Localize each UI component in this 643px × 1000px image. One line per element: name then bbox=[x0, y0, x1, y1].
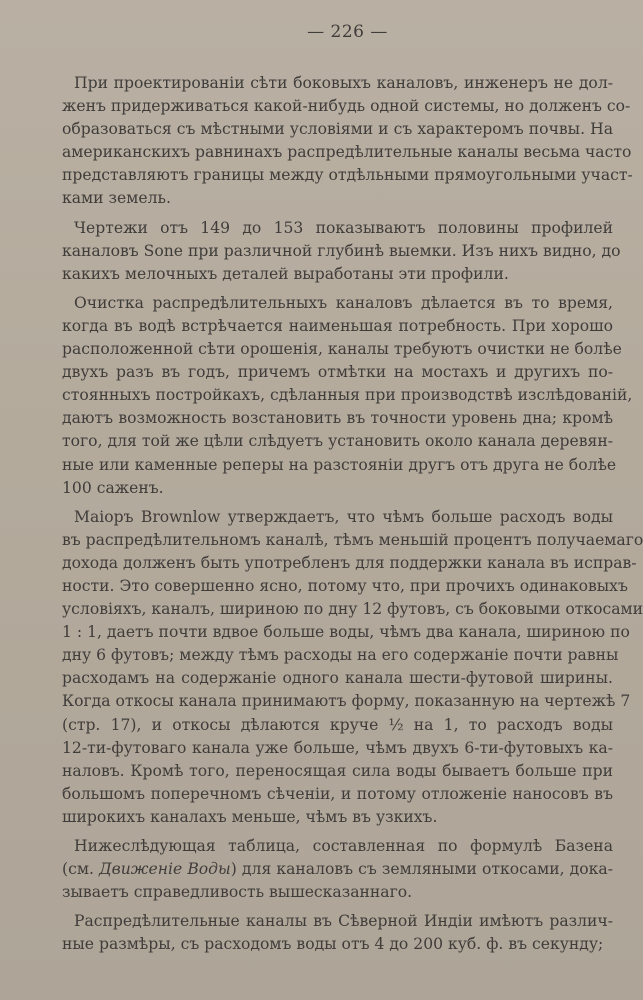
text-line: Очистка распредѣлительныхъ каналовъ дѣлается въ то время, bbox=[74, 293, 613, 312]
text-line: ные или каменные реперы на разстояніи другъ отъ друга не болѣе bbox=[62, 455, 617, 474]
text-line: дну 6 футовъ; между тѣмъ расходы на его содержаніе почти равны bbox=[62, 646, 619, 665]
text-line: ности. Это совершенно ясно, потому что, при прочихъ одинаковыхъ bbox=[62, 576, 628, 595]
paragraph bbox=[62, 292, 633, 500]
text-line: когда въ водѣ встрѣчается наименьшая потребность. При хорошо bbox=[62, 316, 613, 335]
text-line: Когда откосы канала принимаютъ форму, показанную на чертежѣ 7 bbox=[62, 692, 631, 711]
text-line: 100 саженъ. bbox=[62, 478, 164, 497]
text-line: стоянныхъ постройкахъ, сдѣланныя при производствѣ изслѣдованій, bbox=[62, 386, 633, 405]
text-line: расположенной сѣти орошенія, каналы требуютъ очистки не болѣе bbox=[62, 340, 622, 359]
paragraph bbox=[62, 72, 633, 211]
text-line: того, для той же цѣли слѣдуетъ установить около канала деревян- bbox=[62, 432, 613, 451]
text-line: 12-ти-футоваго канала уже больше, чѣмъ двухъ 6-ти-футовыхъ ка- bbox=[62, 738, 613, 757]
text-line: ные размѣры, съ расходомъ воды отъ 4 до 200 куб. ф. въ секунду; bbox=[62, 935, 604, 954]
text-line: При проектированіи сѣти боковыхъ каналовъ, инженеръ не дол- bbox=[74, 74, 613, 92]
text-line: (см. Движеніе Воды) для каналовъ съ земляными откосами, дока- bbox=[62, 860, 613, 879]
text-line: условіяхъ, каналъ, шириною по дну 12 футовъ, съ боковыми откосами bbox=[62, 600, 643, 619]
text-line: дохода долженъ быть употребленъ для поддержки канала въ исправ- bbox=[62, 553, 637, 572]
text-line: зываетъ справедливость вышесказаннаго. bbox=[62, 883, 413, 902]
text-line: двухъ разъ въ годъ, причемъ отмѣтки на мостахъ и другихъ по- bbox=[62, 363, 613, 382]
text-line: расходамъ на содержаніе одного канала шести-футовой ширины. bbox=[62, 669, 613, 688]
body-text bbox=[62, 72, 643, 962]
text-line: широкихъ каналахъ меньше, чѣмъ въ узкихъ. bbox=[62, 807, 438, 826]
text-line: Чертежи отъ 149 до 153 показываютъ половины профилей bbox=[74, 218, 613, 237]
text-line: женъ придерживаться какой-нибудь одной системы, но долженъ со- bbox=[62, 97, 631, 116]
paragraph bbox=[62, 910, 613, 956]
text-line: въ распредѣлительномъ каналѣ, тѣмъ меньшій процентъ получаемаго bbox=[62, 530, 643, 549]
text-line: какихъ мелочныхъ деталей выработаны эти профили. bbox=[62, 264, 509, 283]
text-line: каналовъ Sone при различной глубинѣ выемки. Изъ нихъ видно, до bbox=[62, 241, 621, 260]
text-line: американскихъ равнинахъ распредѣлительные каналы весьма часто bbox=[62, 143, 632, 162]
text-line: Распредѣлительные каналы въ Сѣверной Индіи имѣютъ различ- bbox=[74, 912, 613, 931]
text-line: ками земель. bbox=[62, 189, 171, 208]
text-line: большомъ поперечномъ сѣченіи, и потому отложеніе наносовъ въ bbox=[62, 784, 613, 803]
text-line: Маіоръ Brownlow утверждаетъ, что чѣмъ больше расходъ воды bbox=[74, 507, 613, 526]
text-line: Нижеслѣдующая таблица, составленная по формулѣ Базена bbox=[74, 837, 613, 855]
text-line: (стр. 17), и откосы дѣлаются круче ½ на 1, то расходъ воды bbox=[62, 715, 613, 734]
page-number: — 226 — bbox=[307, 22, 388, 42]
text-line: наловъ. Кромѣ того, переносящая сила воды бываетъ больше при bbox=[62, 761, 613, 780]
text-line: 1 : 1, даетъ почти вдвое больше воды, чѣмъ два канала, шириною по bbox=[62, 623, 630, 642]
text-line: представляютъ границы между отдѣльными прямоугольными участ- bbox=[62, 166, 633, 185]
paragraph bbox=[62, 217, 621, 286]
text-line: даютъ возможность возстановить въ точности уровень дна; кромѣ bbox=[62, 409, 613, 428]
paragraph bbox=[62, 835, 613, 904]
paragraph bbox=[62, 506, 643, 829]
text-line: образоваться съ мѣстными условіями и съ характеромъ почвы. На bbox=[62, 120, 613, 139]
